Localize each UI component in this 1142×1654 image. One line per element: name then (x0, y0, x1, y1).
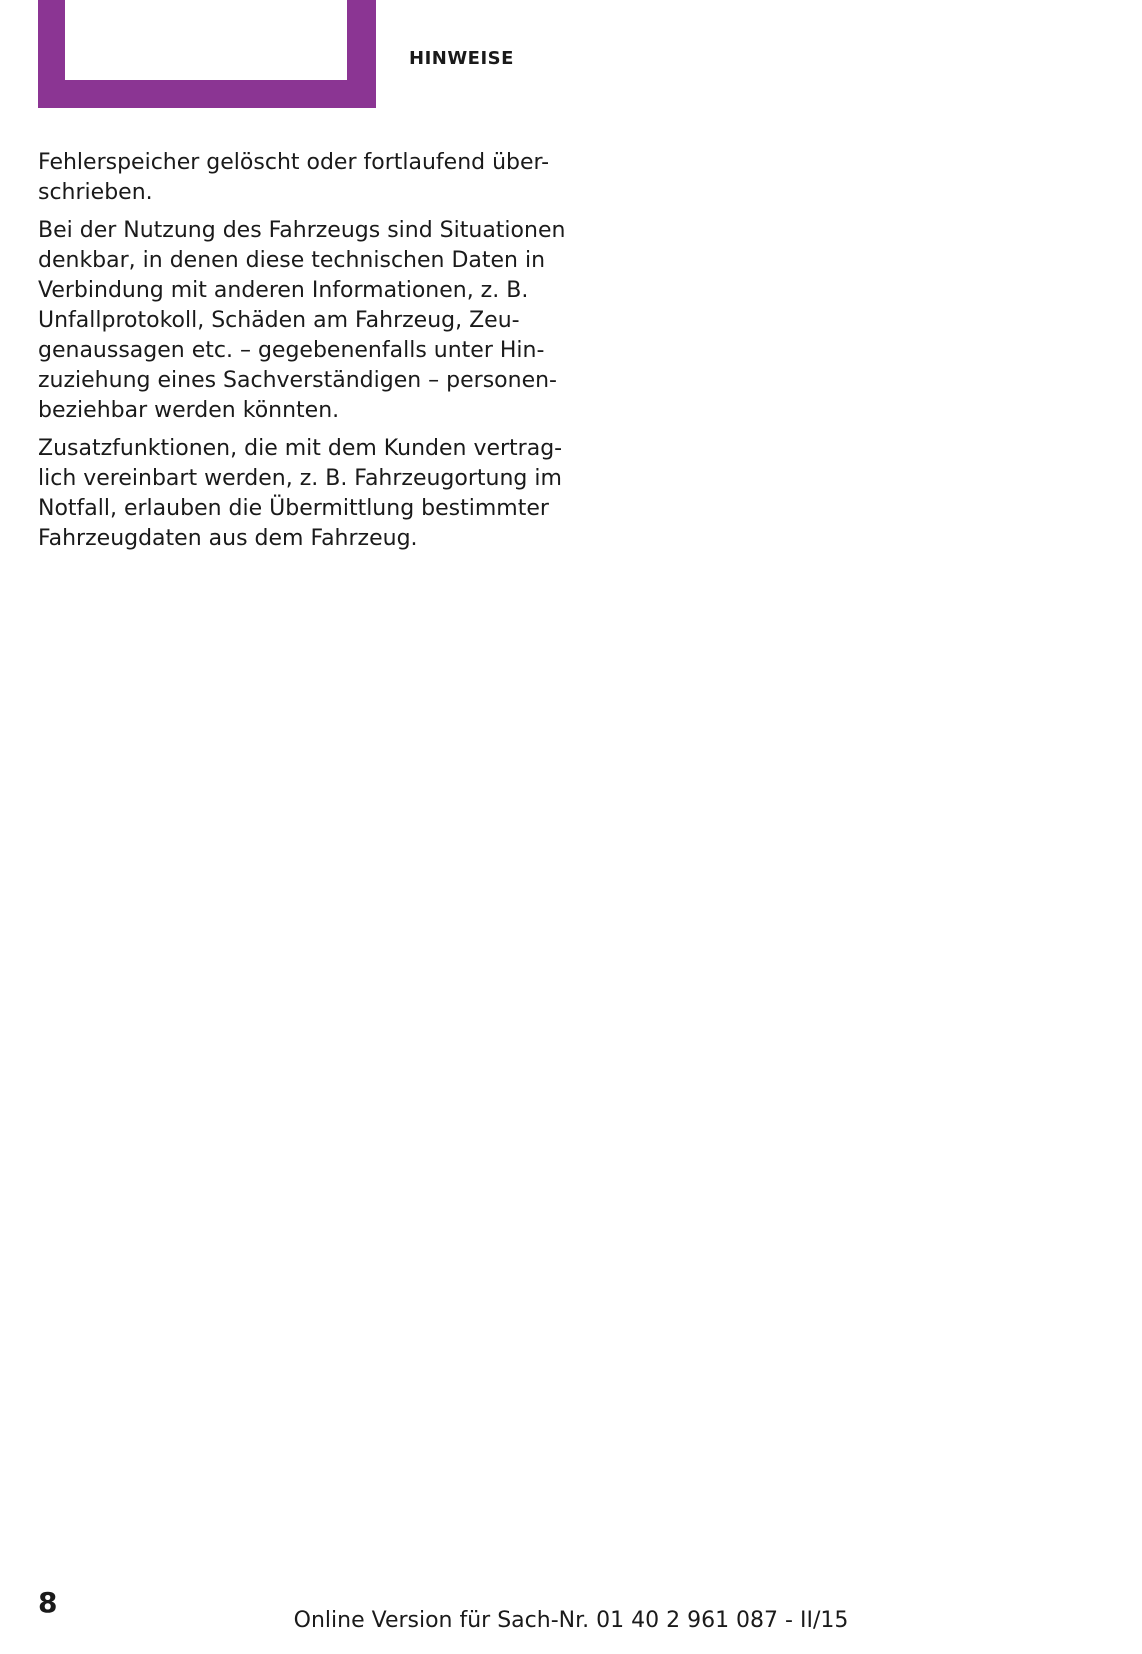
page-number: 8 (38, 1586, 58, 1619)
text-line: Zusatzfunktionen, die mit dem Kunden vertrag- (38, 436, 563, 461)
text-line: zuziehung eines Sachverständigen – personen- (38, 368, 557, 393)
text-line: Fehlerspeicher gelöscht oder fortlaufend über- (38, 150, 550, 175)
paragraph (38, 216, 566, 426)
text-line: Notfall, erlauben die Übermittlung bestimmter (38, 496, 549, 521)
chapter-tab-marker (38, 0, 376, 108)
body-text (38, 148, 566, 562)
section-title: HINWEISE (409, 48, 514, 69)
footer-text: Online Version für Sach-Nr. 01 40 2 961 087 - II/15 (293, 1608, 849, 1633)
text-line: Fahrzeugdaten aus dem Fahrzeug. (38, 526, 418, 551)
paragraph (38, 434, 563, 554)
text-line: lich vereinbart werden, z. B. Fahrzeugortung im (38, 466, 562, 491)
text-line: Unfallprotokoll, Schäden am Fahrzeug, Zeu- (38, 308, 520, 333)
text-line: schrieben. (38, 180, 153, 205)
text-line: denkbar, in denen diese technischen Daten in (38, 248, 546, 273)
text-line: Verbindung mit anderen Informationen, z. B. (38, 278, 529, 303)
text-line: beziehbar werden könnten. (38, 398, 340, 423)
text-line: Bei der Nutzung des Fahrzeugs sind Situationen (38, 218, 566, 243)
chapter-tab-inner (65, 0, 347, 80)
text-line: genaussagen etc. – gegebenenfalls unter Hin- (38, 338, 545, 363)
paragraph (38, 148, 550, 208)
